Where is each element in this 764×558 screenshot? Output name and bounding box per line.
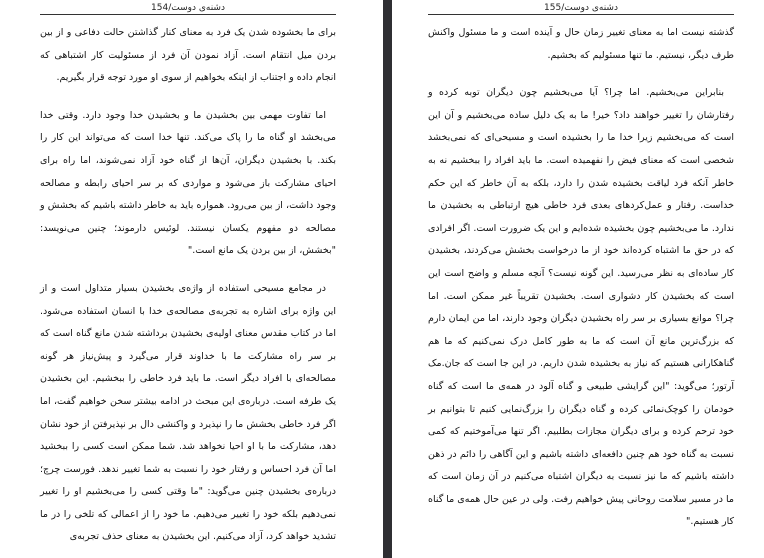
left-page [0, 0, 378, 558]
header-rule [428, 14, 734, 15]
page-header: دشنه‌ی دوست/154 [151, 3, 225, 13]
page-header: دشنه‌ی دوست/155 [544, 3, 618, 13]
paragraph: برای ما بخشوده شدن یک فرد به معنای کنار گذاشتن حالت دفاعی و از بین بردن میل انتقام است. آزاد نمودن آن فرد از مسئولیت کار اشتباهی که انجام داده و اجتناب از اینکه بخواهیم از سوی او مورد توجه قرار بگیریم. [40, 27, 336, 84]
page-body [428, 22, 734, 549]
paragraph: گذشته نیست اما به معنای تغییر زمان حال و آینده است و ما مسئول واکنش طرف دیگر، نیستیم. ما تنها مسئولیم که بخشیم. [428, 27, 734, 61]
paragraph: اما تفاوت مهمی بین بخشیدن ما و بخشیدن خدا وجود دارد. وقتی خدا می‌بخشد او گناه ما را پاک می‌کند. تنها خدا است که می‌تواند این کار را بکند. با بخشیدن دیگران، آن‌ها از گناه خود آزاد نمی‌شوند، اما راه برای احیای مشارکت باز می‌شود و مواردی که بر سر احیای رابطه و مصالحه وجود داشت، از بین می‌رود. همواره باید به خاطر داشته باشیم که بخشش و مصالحه دو مفهوم یکسان نیستند. لوئیس دارموند؛ چنین می‌نویسد: "بخشش، از بین بردن یک مانع است." [40, 109, 336, 257]
page-body [40, 22, 336, 558]
paragraph: در مجامع مسیحی استفاده از واژه‌ی بخشیدن بسیار متداول است و از این واژه برای اشاره به تجربه‌ی مصالحه‌ی خدا با انسان استفاده می‌شود. اما در کتاب مقدس معنای اولیه‌ی بخشیدن برداشته شدن مانع گناه است که بر سر راه مشارکت ما با خداوند قرار می‌گیرد و پیش‌نیاز هر گونه مصالحه‌ای با افراد دیگر است. ما باید فرد خاطی را ببخشیم. این بخشیدن یک طرفه است. درباره‌ی این مبحث در ادامه بیشتر سخن خواهیم گفت، اما اگر فرد خاطی بخشش ما را نپذیرد و واکنشی دال بر نپذیرفتن از خود نشان دهد، مشارکت ما با او احیا نخواهد شد. شما ممکن است کسی را ببخشید اما آن فرد احساس و رفتار خود را نسبت به شما تغییر ندهد. فورست چرچ؛ درباره‌ی بخشیدن چنین می‌گوید: "ما وقتی کسی را می‌بخشیم او را تغییر نمی‌دهیم بلکه خود را تغییر می‌دهیم. ما خود را از اعمالی که تلخی را در ما تشدید خواهد کرد، آزاد می‌کنیم. این بخشیدن به معنای حذف تجربه‌ی [40, 282, 336, 543]
book-gutter [383, 0, 392, 558]
header-rule [40, 14, 336, 15]
right-page [398, 0, 764, 558]
paragraph: بنابراین می‌بخشیم. اما چرا؟ آیا می‌بخشیم چون دیگران توبه کرده و رفتارشان را تغییر خواهند داد؟ خیر! ما به یک دلیل ساده می‌بخشیم و آن این است که می‌بخشیم زیرا خدا ما را بخشیده است و مسیحی‌ای که نمی‌بخشد شخصی است که معنای فیض را نفهمیده است. ما باید افراد را ببخشیم نه به خاطر آنکه فرد لیاقت بخشیده شدن را دارد، بلکه به آن خاطر که این حکم خداست. رفتار و عمل‌کردهای بعدی فرد خاطی هیچ ارتباطی به بخشیدن ما ندارد. ما می‌بخشیم چون بخشیده شده‌ایم و این یک ضرورت است. اگر افرادی که در حق ما اشتباه کرده‌اند خود از ما درخواست بخشش می‌کردند، بخشیدن کار ساده‌ای به نظر می‌رسید. این گونه نیست؟ آنچه مسلم و واضح است این است که بخشیدن کار دشواری است. بخشیدن تقریباً غیر ممکن است. اما چرا؟ موانع بسیاری بر سر راه بخشیدن دیگران وجود دارند، اما من ایمان دارم که بزرگ‌ترین مانع آن است که ما به طور کامل درک نمی‌کنیم که ما هم گناهکارانی هستیم که نیاز به بخشیده شدن داریم. در این جا است که جان.مک آرتور؛ می‌گوید: "این گرایشی طبیعی و گناه آلود در همه‌ی ما است که گناه خودمان را کوچک‌نمائی کرده و گناه دیگران را بزرگ‌نمایی کنیم تا بتوانیم بر خود ترحم کرده و برای دیگران مجازات بطلبیم. اگر تنها می‌آموختیم که کمی نسبت به گناه خود هم چنین دافعه‌ای داشته باشیم و این آگاهی را دائم در ذهن داشته باشیم که ما نیز نسبت به دیگران اشتباه می‌کنیم در آن زمان است که ما در مسیر سلامت روحانی پیش خواهیم رفت. ولی در عین حال همه‌ی ما گناه کار هستیم." [428, 87, 734, 528]
